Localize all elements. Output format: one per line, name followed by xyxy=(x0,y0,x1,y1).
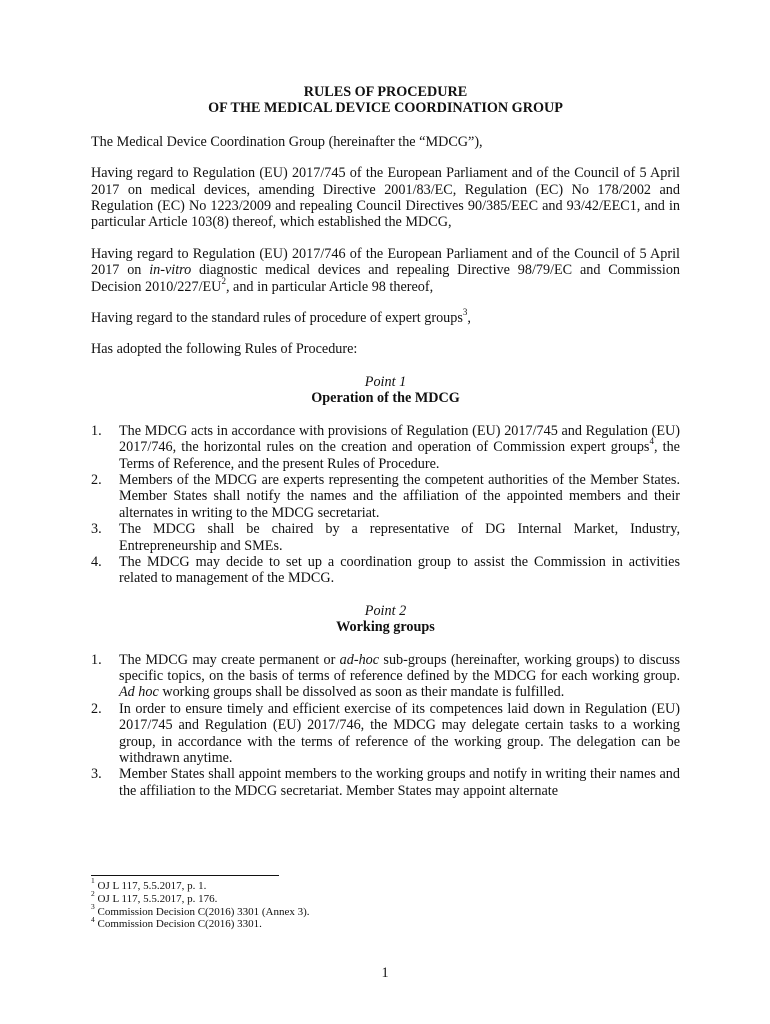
footnotes xyxy=(91,876,680,931)
point-2-heading xyxy=(91,603,680,636)
footnote xyxy=(91,901,680,919)
list-item xyxy=(91,423,680,472)
footnote-ref-2: 2 xyxy=(221,275,226,286)
document-body xyxy=(91,84,680,799)
intro-paragraph: The Medical Device Coordination Group (hereinafter the “MDCG”), xyxy=(91,133,483,150)
recital-2-text-d: , and in particular Article 98 thereof, xyxy=(225,278,434,295)
footnote-mark: 4 xyxy=(91,914,95,924)
item-italic: ad-hoc xyxy=(339,651,380,668)
page-number: 1 xyxy=(381,965,389,981)
footnote-text: OJ L 117, 5.5.2017, p. 1. xyxy=(94,880,207,892)
item-text-mid: sub-groups (hereinafter, working groups) to discuss specific topics, on the basis of terms of reference defined by the MDCG for each working group. xyxy=(119,651,680,684)
recital-3-tail: , xyxy=(467,310,471,327)
recital-2 xyxy=(91,246,680,295)
item-number: 4. xyxy=(91,553,102,570)
adopted-statement: Has adopted the following Rules of Procedure: xyxy=(91,341,358,358)
footnote-separator xyxy=(91,875,279,876)
item-number: 1. xyxy=(91,651,102,668)
recital-2-text-c: diagnostic medical devices and repealing Directive 98/79/EC and Commission Decision 2010/227/EU xyxy=(91,262,681,295)
footnote xyxy=(91,914,680,931)
item-text-tail: , the Terms of Reference, and the present Rules of Procedure. xyxy=(119,439,680,472)
list-item xyxy=(91,652,680,701)
title-line-1: RULES OF PROCEDURE xyxy=(303,84,468,100)
item-text: The MDCG acts in accordance with provisions of Regulation (EU) 2017/745 and Regulation (EU) 2017/746, the horizontal rules on the creation and operation of Commission expert groups xyxy=(119,422,680,456)
point-2-title: Working groups xyxy=(336,619,435,636)
item-text: The MDCG may create permanent or xyxy=(119,651,340,668)
footnote-text: Commission Decision C(2016) 3301. xyxy=(94,918,262,931)
footnote xyxy=(91,876,680,893)
point-2-number: Point 2 xyxy=(364,602,407,619)
list-item xyxy=(91,701,680,767)
footnote-text: Commission Decision C(2016) 3301 (Annex 3). xyxy=(94,905,310,918)
point-1-list xyxy=(91,423,680,587)
document-title xyxy=(91,84,680,117)
item-text: In order to ensure timely and efficient exercise of its competences laid down in Regulation (EU) 2017/745 and Regulation (EU) 2017/746, the MDCG may delegate certain tasks to a working group, in accordance with the terms of reference of the working group. The delegation can be withdrawn anytime. xyxy=(119,700,680,766)
point-1-number: Point 1 xyxy=(364,373,407,390)
list-item xyxy=(91,766,680,799)
item-number: 2. xyxy=(91,471,102,488)
point-1-heading xyxy=(91,374,680,407)
list-item xyxy=(91,554,680,587)
recital-2-italic: in-vitro xyxy=(149,262,192,279)
footnote-mark: 2 xyxy=(91,889,95,899)
point-2-list xyxy=(91,652,680,800)
item-text: Members of the MDCG are experts representing the competent authorities of the Member States. Member States shall notify the names and the affiliation of the appointed members and their alternates in writing to the MDCG secretariat. xyxy=(119,471,680,521)
recital-1: Having regard to Regulation (EU) 2017/745 of the European Parliament and of the Council of 5 April 2017 on medical devices, amending Directive 2001/83/EC, Regulation (EC) No 178/2002 and Regulation (EC) No 1223/2009 and repealing Council Directives 90/385/EEC and 93/42/EEC1, and in particular Article 103(8) thereof, which established the MDCG, xyxy=(91,165,680,231)
footnote-ref-4: 4 xyxy=(649,436,654,447)
point-1-title: Operation of the MDCG xyxy=(311,390,460,407)
recital-3-text: Having regard to the standard rules of procedure of expert groups xyxy=(91,310,463,327)
item-number: 3. xyxy=(91,766,102,783)
item-number: 1. xyxy=(91,422,102,439)
item-text-tail: working groups shall be dissolved as soon as their mandate is fulfilled. xyxy=(158,684,565,701)
item-number: 2. xyxy=(91,700,102,717)
footnote xyxy=(91,889,680,906)
footnote-text: OJ L 117, 5.5.2017, p. 176. xyxy=(94,892,218,905)
footnote-mark: 1 xyxy=(91,876,95,886)
item-text: The MDCG may decide to set up a coordination group to assist the Commission in activities related to management of the MDCG. xyxy=(119,553,680,587)
footnote-ref-3: 3 xyxy=(462,307,468,318)
recital-2-text-a: Having regard to Regulation (EU) 2017/746 of the European Parliament and of the Council of 5 April 2017 on xyxy=(91,245,680,279)
item-text: The MDCG shall be chaired by a representative of DG Internal Market, Industry, Entrepreneurship and SMEs. xyxy=(119,521,680,554)
list-item xyxy=(91,521,680,554)
recital-3 xyxy=(91,307,680,327)
list-item xyxy=(91,472,680,521)
footnote-mark: 3 xyxy=(91,901,95,911)
item-number: 3. xyxy=(91,521,102,538)
title-line-2: OF THE MEDICAL DEVICE COORDINATION GROUP xyxy=(208,100,563,117)
item-text: Member States shall appoint members to the working groups and notify in writing their names and the affiliation to the MDCG secretariat. Member States may appoint alternate xyxy=(119,766,680,799)
item-italic: Ad hoc xyxy=(119,684,159,701)
